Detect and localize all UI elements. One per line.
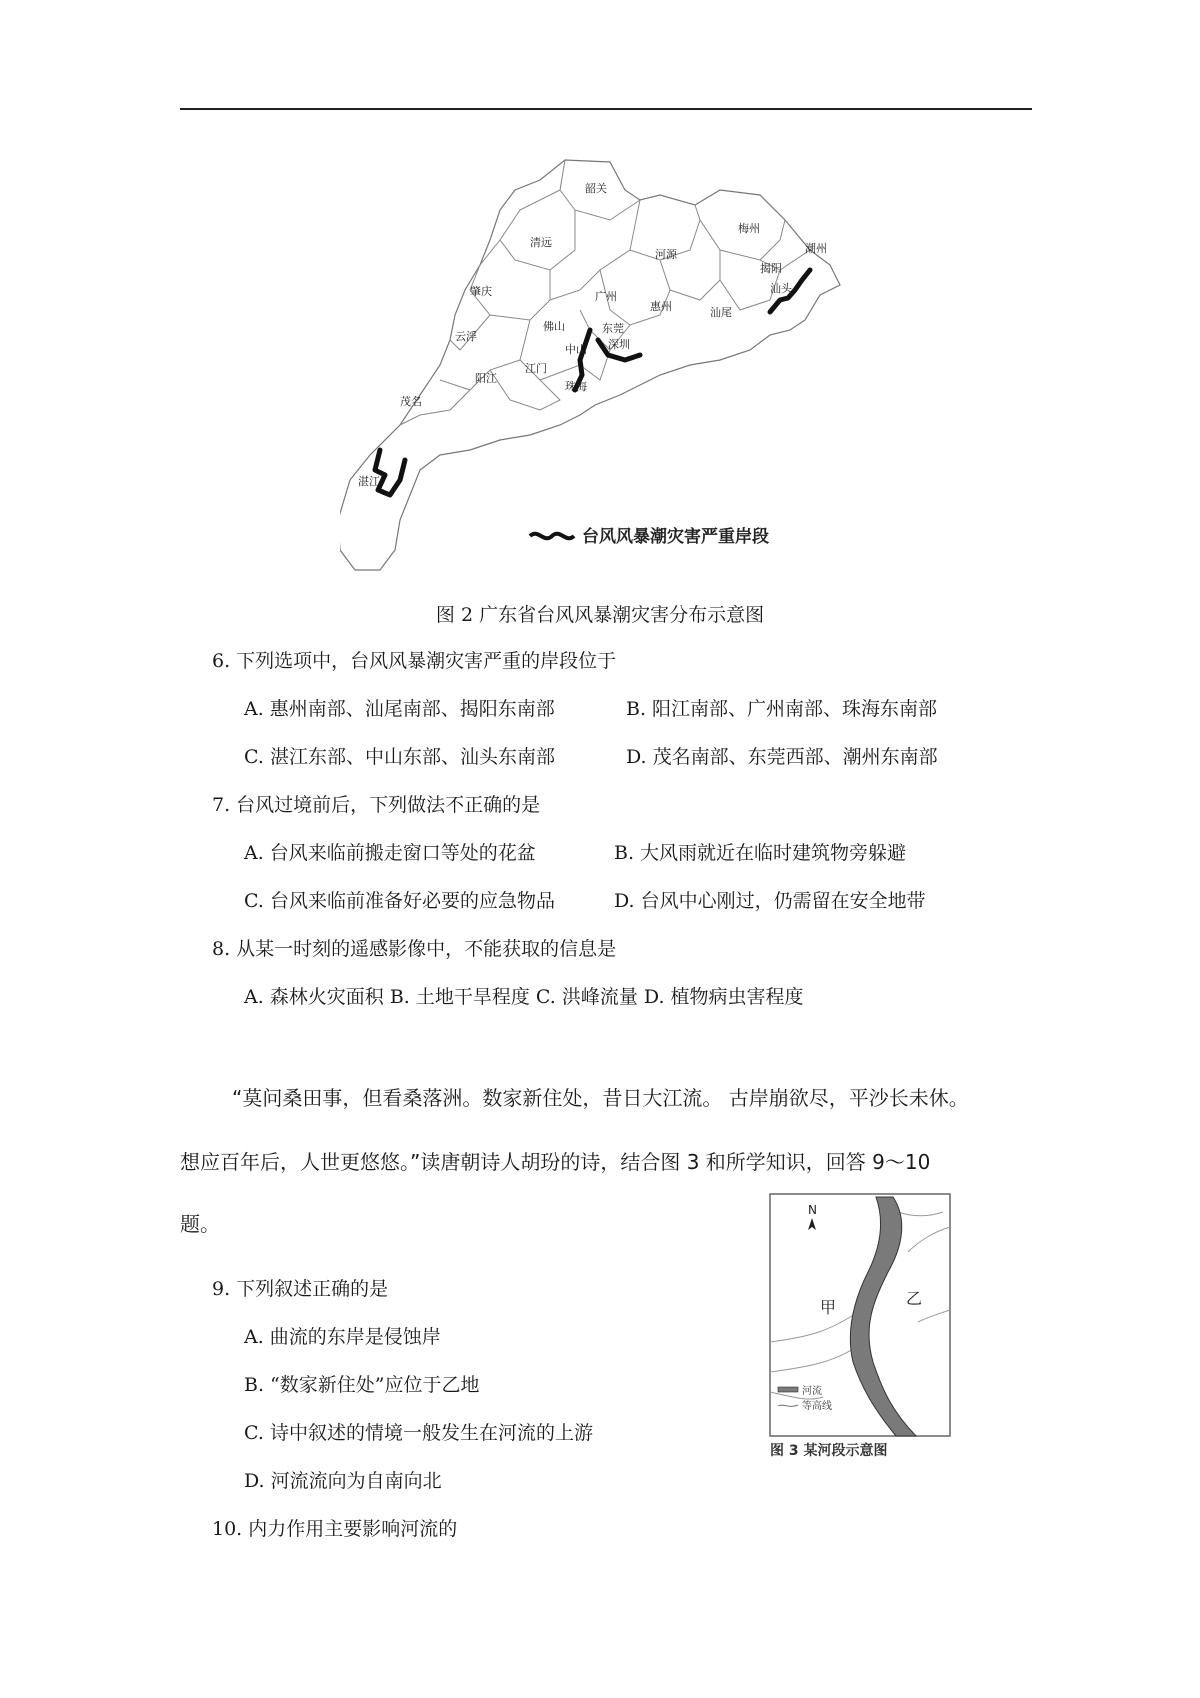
- map-label-guangzhou: 广州: [595, 290, 617, 303]
- map-label-chaozhou: 潮州: [805, 242, 827, 255]
- legend-symbol: [530, 534, 574, 539]
- province-outline: [340, 160, 840, 570]
- map-label-shantou: 汕头: [770, 282, 792, 295]
- passage-line-3: 题。: [180, 1212, 220, 1236]
- label-yi: 乙: [906, 1289, 923, 1308]
- q6-option-c: C. 湛江东部、中山东部、汕头东南部: [244, 746, 555, 768]
- q6-option-d: D. 茂名南部、东莞西部、潮州东南部: [626, 746, 938, 768]
- guangdong-map-svg: [340, 150, 900, 580]
- q9-stem: 9. 下列叙述正确的是: [212, 1278, 389, 1300]
- passage-line-1: “莫问桑田事，但看桑落洲。数家新住处，昔日大江流。 古岸崩欲尽，平沙长未休。: [232, 1086, 969, 1110]
- q8-options: A. 森林火灾面积 B. 土地干旱程度 C. 洪峰流量 D. 植物病虫害程度: [244, 986, 804, 1008]
- map-label-shenzhen: 深圳: [608, 338, 630, 351]
- map-label-zhaoqing: 肇庆: [470, 285, 492, 298]
- map-label-zhanjiang: 湛江: [358, 475, 380, 488]
- passage-line-2: 想应百年后，人世更悠悠。”读唐朝诗人胡玢的诗，结合图 3 和所学知识，回答 9～10: [180, 1150, 931, 1174]
- river-section-svg: [768, 1192, 952, 1462]
- q7-stem: 7. 台风过境前后，下列做法不正确的是: [212, 794, 541, 816]
- q6-option-b: B. 阳江南部、广州南部、珠海东南部: [626, 698, 938, 720]
- map-label-heyuan: 河源: [655, 248, 677, 261]
- map-label-shanwei: 汕尾: [710, 306, 732, 319]
- legend-contour-label: 等高线: [802, 1401, 832, 1412]
- q8-stem: 8. 从某一时刻的遥感影像中，不能获取的信息是: [212, 938, 617, 960]
- q6-stem: 6. 下列选项中，台风风暴潮灾害严重的岸段位于: [212, 650, 617, 672]
- q6-option-a: A. 惠州南部、汕尾南部、揭阳东南部: [244, 698, 555, 720]
- map-label-qingyuan: 清远: [530, 236, 552, 249]
- q9-option-b: B. “数家新住处”应位于乙地: [244, 1374, 480, 1396]
- q9-option-c: C. 诗中叙述的情境一般发生在河流的上游: [244, 1422, 593, 1444]
- map-label-jieyang: 揭阳: [760, 262, 782, 275]
- map-label-huizhou: 惠州: [650, 300, 672, 313]
- map-label-meizhou: 梅州: [738, 222, 760, 235]
- map-label-yangjiang: 阳江: [475, 372, 497, 385]
- river-section-figure: [768, 1192, 952, 1462]
- label-jia: 甲: [820, 1298, 837, 1317]
- map-label-shaoguan: 韶关: [585, 182, 607, 195]
- map-label-jiangmen: 江门: [525, 362, 547, 375]
- guangdong-map: [340, 150, 900, 580]
- legend-river-label: 河流: [802, 1386, 822, 1397]
- map-label-yunfu: 云浮: [455, 330, 477, 343]
- figure2-caption: 图 2 广东省台风风暴潮灾害分布示意图: [435, 604, 765, 626]
- map-label-foshan: 佛山: [543, 320, 565, 333]
- map-label-zhongshan: 中山: [565, 343, 587, 356]
- q9-option-d: D. 河流流向为自南向北: [244, 1470, 442, 1492]
- q9-option-a: A. 曲流的东岸是侵蚀岸: [244, 1326, 441, 1348]
- q7-option-d: D. 台风中心刚过，仍需留在安全地带: [614, 890, 926, 912]
- q7-option-c: C. 台风来临前准备好必要的应急物品: [244, 890, 555, 912]
- legend-river-swatch: [778, 1387, 798, 1392]
- north-label: N: [808, 1203, 817, 1217]
- q7-option-b: B. 大风雨就近在临时建筑物旁躲避: [614, 842, 907, 864]
- map-label-zhuhai: 珠海: [565, 380, 587, 393]
- header-rule: [180, 108, 1032, 110]
- q10-stem: 10. 内力作用主要影响河流的: [212, 1518, 458, 1540]
- map-label-maoming: 茂名: [400, 395, 422, 408]
- map-legend-label: 台风风暴潮灾害严重岸段: [582, 527, 769, 547]
- q7-option-a: A. 台风来临前搬走窗口等处的花盆: [244, 842, 536, 864]
- figure3-caption: 图 3 某河段示意图: [770, 1443, 888, 1459]
- map-label-dongguan: 东莞: [602, 322, 624, 335]
